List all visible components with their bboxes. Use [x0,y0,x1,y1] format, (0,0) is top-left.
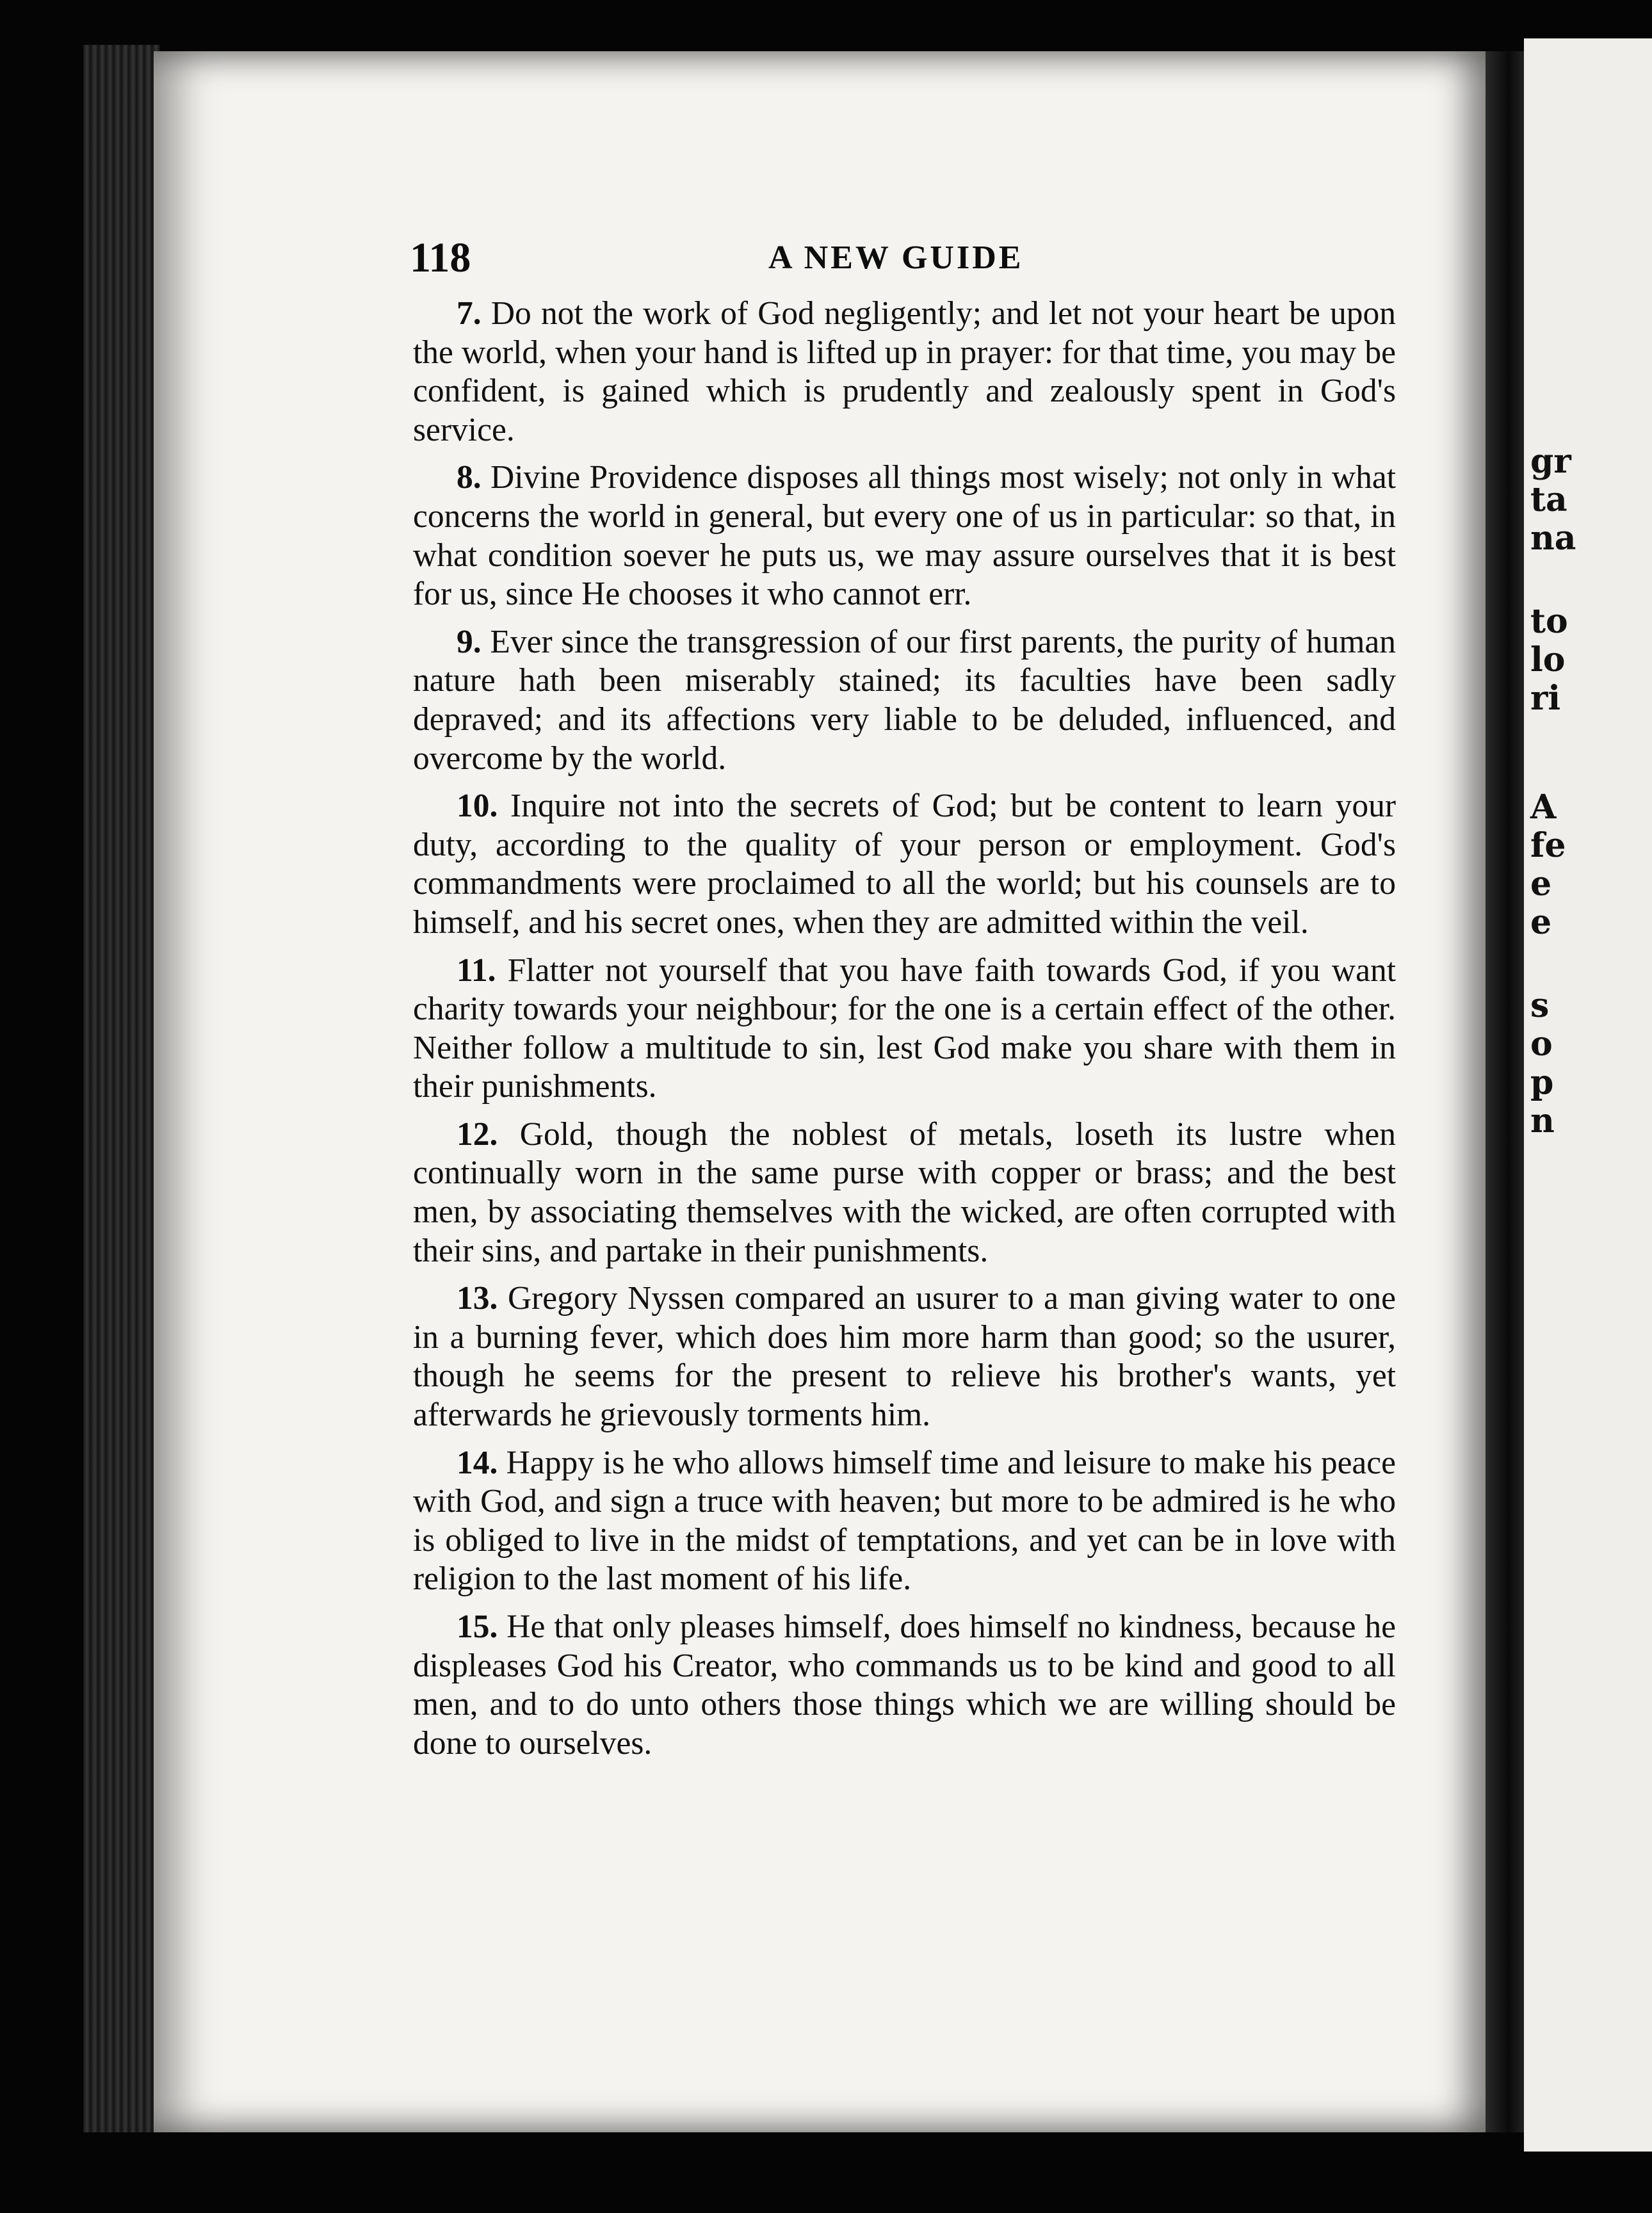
paragraph-8 [413,458,1396,613]
page-number: 118 [410,234,471,281]
paragraph-text: Ever since the transgression of our first parents, the purity of human nature hath been miserably stained; its faculties have been sadly depraved; and its affections very liable to be deluded, influenced, and overcome by the world. [413,623,1396,777]
paragraph-text: Inquire not into the secrets of God; but be content to learn your duty, according to the quality of your person or employment. God's commandments were proclaimed to all the world; but his counsels are to himself, and his secret ones, when they are admitted within the veil. [413,788,1396,941]
running-head: A NEW GUIDE [768,239,1024,276]
page-header [410,234,1421,285]
paragraph-10 [413,787,1396,942]
body-text [413,295,1396,1772]
paragraph-13 [413,1279,1396,1434]
paragraph-text: Flatter not yourself that you have faith towards God, if you want charity towards your neighbour; for the one is a certain effect of the other. Neither follow a multitude to sin, lest God make you share with them in their punishments. [413,952,1397,1105]
paragraph-12 [413,1115,1396,1270]
paragraph-text: Gregory Nyssen compared an usurer to a man giving water to one in a burning fever, which does him more harm than good; so the usurer, though he seems for the present to relieve his brother's wants, yet afterwards he grievously torments him. [413,1280,1396,1434]
paragraph-7 [413,295,1396,450]
paragraph-number: 8. [457,459,482,496]
paragraph-text: Gold, though the noblest of metals, loseth its lustre when continually worn in the same purse with copper or brass; and the best men, by associating themselves with the wicked, are often corrupted with their sins, and partake in their punishments. [413,1115,1397,1269]
paragraph-number: 10. [457,788,498,825]
paragraph-15 [413,1608,1396,1763]
next-page-fragment: s [1530,986,1550,1025]
page-edges [83,45,160,2132]
next-page-fragment: e [1530,903,1552,942]
paragraph-number: 15. [457,1609,498,1645]
paragraph-11 [413,952,1396,1106]
next-page-fragment: to [1530,602,1568,641]
paragraph-text: He that only pleases himself, does himself no kindness, because he displeases God his Creator, who commands us to be kind and good to all men, and to do unto others those things which we are willing should be done to ourselves. [413,1609,1397,1762]
next-page-fragment: ta [1530,480,1567,519]
right-page-fragment [1524,38,1652,2152]
next-page-fragment: A [1530,788,1557,827]
next-page-fragment: na [1530,519,1576,558]
paragraph-9 [413,623,1396,778]
paragraph-number: 9. [457,623,482,660]
next-page-fragment: lo [1530,640,1566,679]
paragraph-number: 14. [457,1444,498,1481]
paragraph-number: 7. [457,295,482,332]
next-page-fragment: p [1530,1063,1554,1102]
next-page-fragment: o [1530,1025,1553,1064]
paragraph-text: Happy is he who allows himself time and leisure to make his peace with God, and sign a truce with heaven; but more to be admired is he who is obliged to live in the midst of temptations, and yet can be in love with religion to the last moment of his life. [413,1444,1397,1598]
next-page-fragment: gr [1530,442,1571,481]
next-page-fragment: e [1530,864,1552,904]
next-page-fragment: fe [1530,826,1566,865]
paragraph-number: 13. [457,1280,498,1317]
paragraph-number: 11. [457,952,496,989]
paragraph-14 [413,1444,1396,1599]
paragraph-text: Divine Providence disposes all things most wisely; not only in what concerns the world in general, but every one of us in particular: so that, in what condition soever he puts us, we may assure ourselves that it is best for us, since He chooses it who cannot err. [413,459,1397,613]
book-gutter [1486,51,1524,2132]
paragraph-number: 12. [457,1115,498,1153]
next-page-fragment: ri [1530,679,1561,718]
paragraph-text: Do not the work of God negligently; and let not your heart be upon the world, when your hand is lifted up in prayer: for that time, you may be confident, is gained which is prudently and zealously spent in God's service. [413,295,1397,448]
next-page-fragment: n [1530,1101,1555,1140]
